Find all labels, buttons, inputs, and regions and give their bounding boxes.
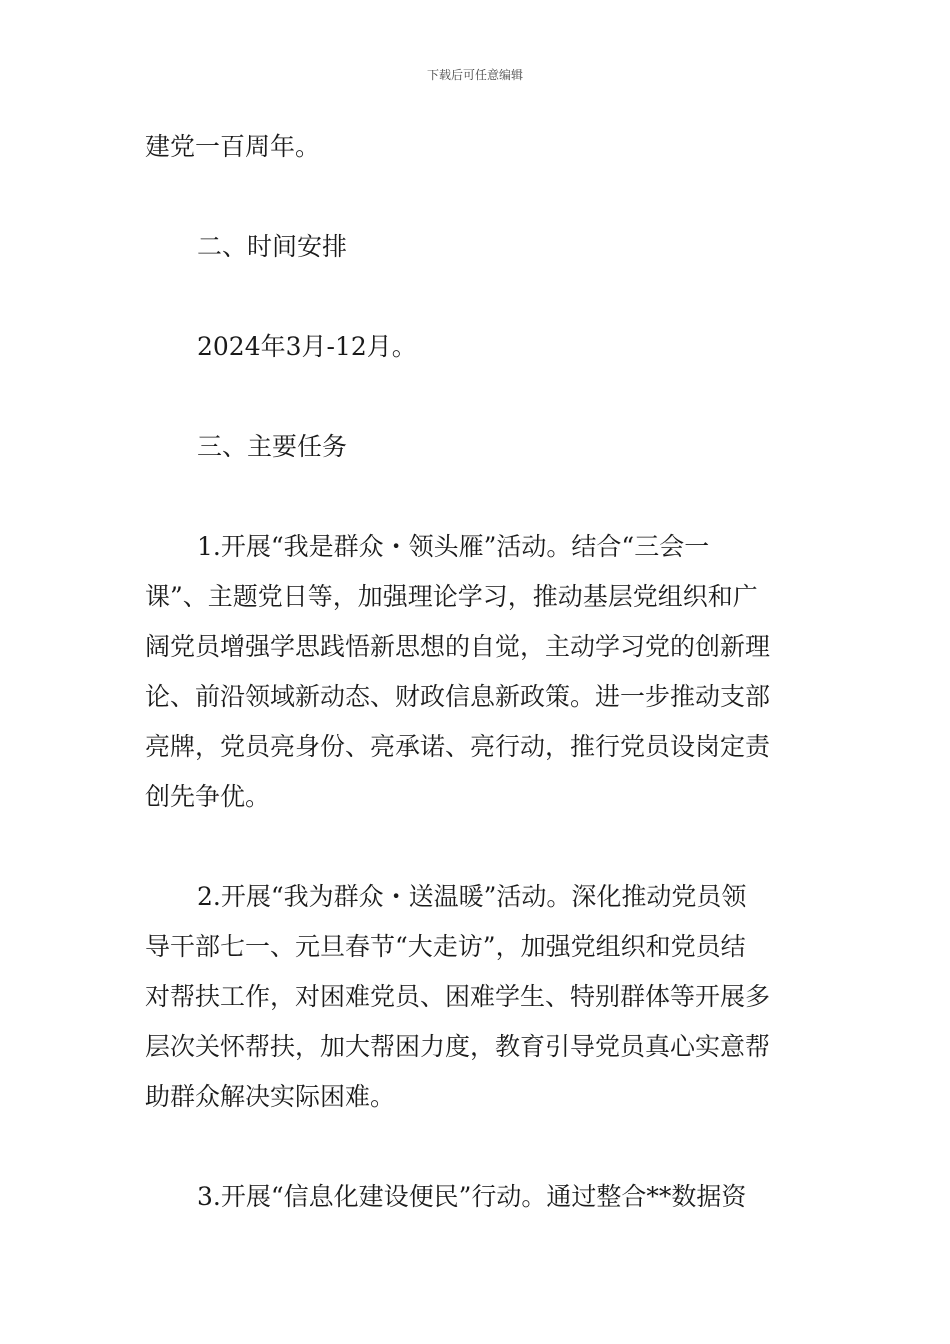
task2-line: 层次关怀帮扶，加大帮困力度，教育引导党员真心实意帮 — [145, 1032, 771, 1061]
task2-line: 助群众解决实际困难。 — [145, 1082, 396, 1111]
section2-text: 2024年3月-12月。 — [197, 332, 417, 361]
task1-paragraph — [145, 522, 807, 822]
task3-line: 3.开展“信息化建设便民”行动。通过整合**数据资 — [197, 1182, 747, 1211]
task1-line: 1.开展“我是群众・领头雁”活动。结合“三会一 — [197, 532, 710, 561]
task2-line: 2.开展“我为群众・送温暖”活动。深化推动党员领 — [197, 882, 747, 911]
task2-paragraph — [145, 872, 807, 1122]
section2-heading: 二、时间安排 — [197, 232, 348, 261]
task1-line: 论、前沿领域新动态、财政信息新政策。进一步推动支部 — [145, 682, 771, 711]
task1-line: 亮牌，党员亮身份、亮承诺、亮行动，推行党员设岗定责 — [145, 732, 771, 761]
task3-paragraph — [145, 1172, 807, 1222]
section3-heading: 三、主要任务 — [197, 432, 348, 461]
task1-line: 创先争优。 — [145, 782, 271, 811]
task2-line: 对帮扶工作，对困难党员、困难学生、特别群体等开展多 — [145, 982, 771, 1011]
task1-line: 阔党员增强学思践悟新思想的自觉，主动学习党的创新理 — [145, 632, 771, 661]
page-header: 下载后可任意编辑 — [426, 68, 523, 82]
document-body — [145, 122, 807, 1222]
task1-line: 课”、主题党日等，加强理论学习，推动基层党组织和广 — [145, 582, 758, 611]
task2-line: 导干部七一、元旦春节“大走访”，加强党组织和党员结 — [145, 932, 746, 961]
intro-tail-text: 建党一百周年。 — [145, 132, 321, 161]
